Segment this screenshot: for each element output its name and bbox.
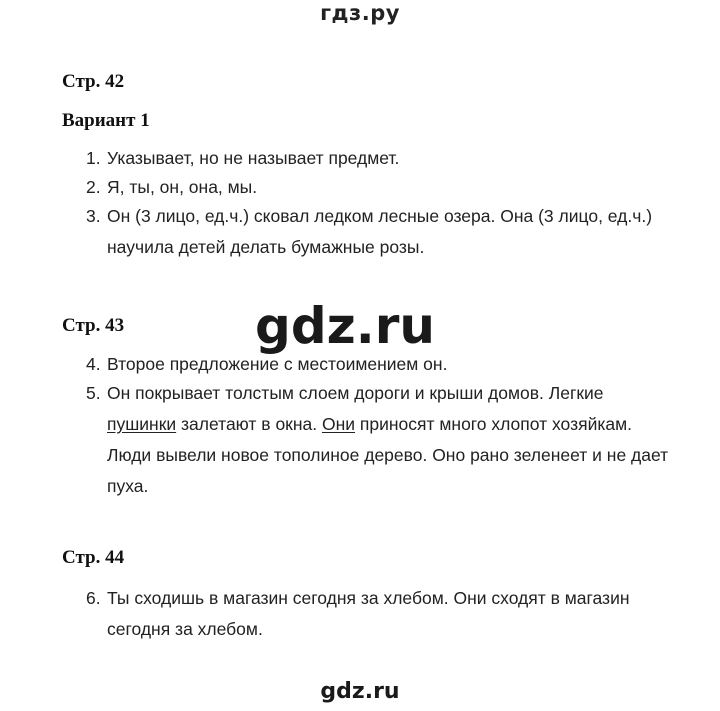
list-item — [86, 172, 686, 203]
item-number: 1. — [86, 148, 101, 168]
item-text-line: Люди вывели новое тополиное дерево. Оно рано зеленеет и не дает — [107, 445, 669, 465]
list-item — [86, 378, 686, 502]
item-text-line: научила детей делать бумажные розы. — [107, 237, 425, 257]
text-segment: приносят много хлопот хозяйкам. — [355, 414, 633, 434]
underlined-word: пушинки — [107, 414, 177, 434]
site-header-logo: гдз.ру — [320, 1, 400, 25]
item-text-line: сегодня за хлебом. — [107, 619, 263, 639]
page-heading-42: Стр. 42 — [62, 71, 125, 92]
list-item — [86, 583, 686, 645]
watermark-logo: gdz.ru — [255, 297, 435, 355]
page-heading-43: Стр. 43 — [62, 315, 125, 336]
item-text-line: пуха. — [107, 476, 149, 496]
item-text-line — [107, 409, 686, 440]
underlined-word: Они — [321, 414, 356, 434]
list-item — [86, 349, 686, 380]
item-text: Я, ты, он, она, мы. — [107, 177, 258, 197]
item-number: 3. — [86, 206, 101, 226]
site-footer-logo: gdz.ru — [320, 679, 400, 704]
item-text-line: Он (3 лицо, ед.ч.) сковал ледком лесные озера. Она (3 лицо, ед.ч.) — [107, 206, 653, 226]
page-heading-44: Стр. 44 — [62, 547, 125, 568]
item-text-line: Ты сходишь в магазин сегодня за хлебом. Они сходят в магазин — [107, 588, 630, 608]
variant-heading: Вариант 1 — [62, 110, 150, 131]
text-segment: залетают в окна. — [176, 414, 322, 434]
item-number: 5. — [86, 383, 101, 403]
item-text: Указывает, но не называет предмет. — [107, 148, 400, 168]
item-text: Второе предложение с местоимением он. — [107, 354, 448, 374]
list-item — [86, 201, 686, 263]
item-number: 4. — [86, 354, 101, 374]
item-number: 6. — [86, 588, 101, 608]
list-item — [86, 143, 686, 174]
item-number: 2. — [86, 177, 101, 197]
item-text-line: Он покрывает толстым слоем дороги и крыши домов. Легкие — [107, 383, 604, 403]
